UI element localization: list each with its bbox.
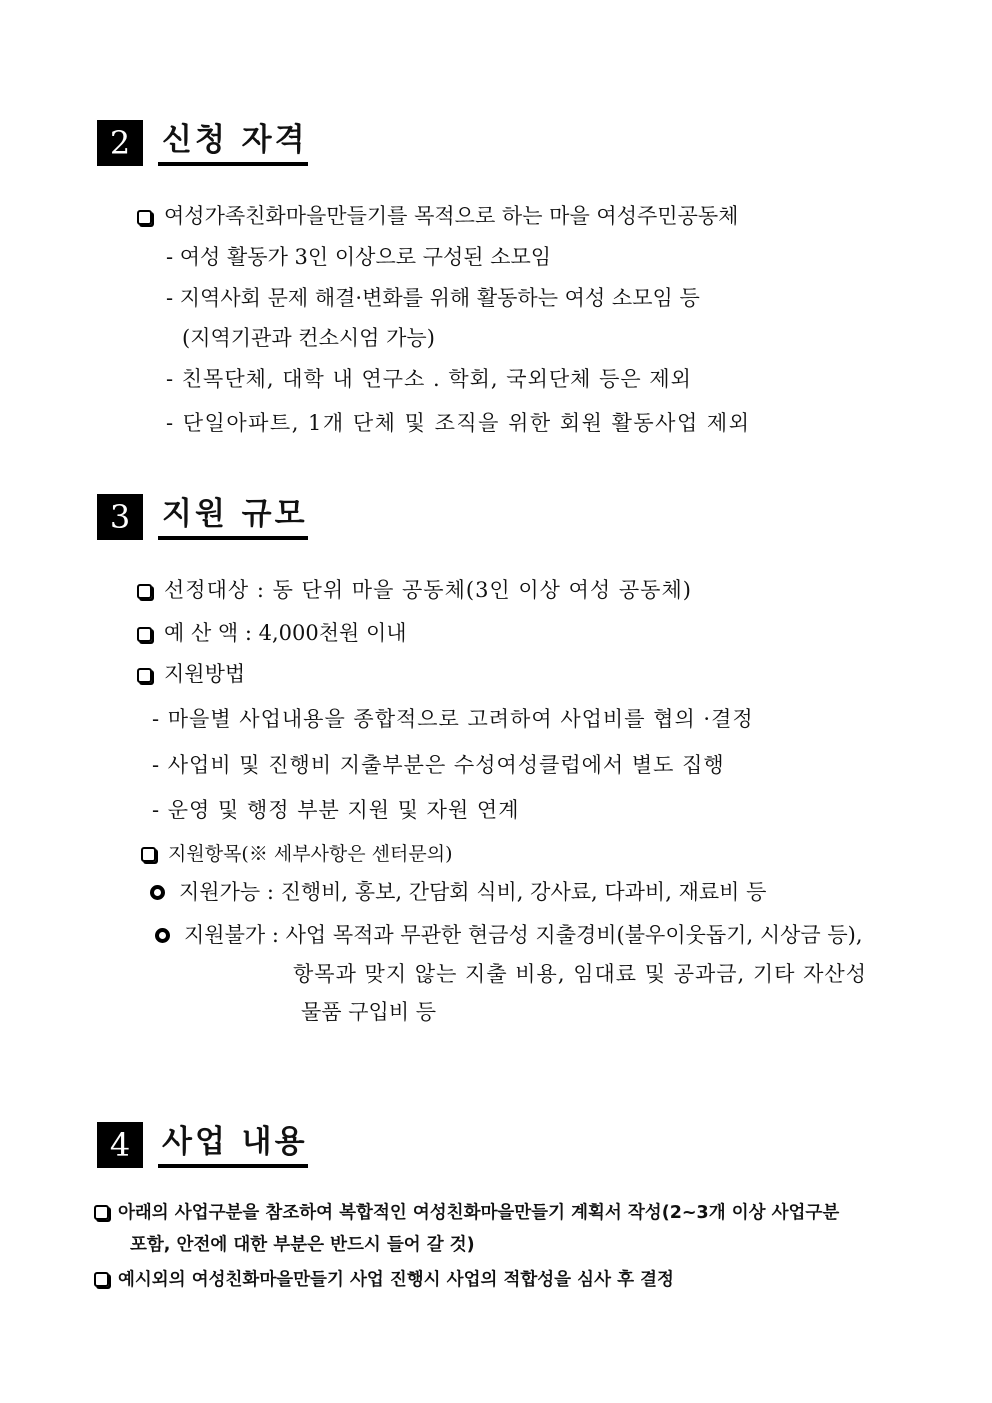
section-title: 신청 자격 <box>158 120 308 166</box>
section-title: 지원 규모 <box>158 494 308 540</box>
list-item: 여성가족친화마을만들기를 목적으로 하는 마을 여성주민공동체 <box>137 201 738 231</box>
list-item: - 여성 활동가 3인 이상으로 구성된 소모임 <box>166 245 552 269</box>
list-item: (지역기관과 컨소시엄 가능) <box>182 326 435 350</box>
checkbox-bullet-icon <box>141 847 156 862</box>
list-item: 지원항목(※ 세부사항은 센터문의) <box>141 839 453 869</box>
list-item: - 단일아파트, 1개 단체 및 조직을 위한 회원 활동사업 제외 <box>166 411 751 435</box>
list-item: 선정대상 : 동 단위 마을 공동체(3인 이상 여성 공동체) <box>137 575 692 605</box>
list-item: 항목과 맞지 않는 지출 비용, 임대료 및 공과금, 기타 자산성 <box>293 962 868 986</box>
list-item: - 사업비 및 진행비 지출부분은 수성여성클럽에서 별도 집행 <box>152 753 725 777</box>
list-item: - 운영 및 행정 부분 지원 및 자원 연계 <box>152 798 520 822</box>
list-item: - 지역사회 문제 해결·변화를 위해 활동하는 여성 소모임 등 <box>166 286 700 310</box>
list-item: 지원불가 : 사업 목적과 무관한 현금성 지출경비(불우이웃돕기, 시상금 등), <box>155 920 863 950</box>
checkbox-bullet-icon <box>137 627 152 642</box>
list-item: 아래의 사업구분을 참조하여 복합적인 여성친화마을만들기 계획서 작성(2~3개 이상 사업구분 <box>94 1198 839 1228</box>
list-item: 지원방법 <box>137 659 245 689</box>
list-item: 포함, 안전에 대한 부분은 반드시 들어 갈 것) <box>130 1235 475 1255</box>
checkbox-bullet-icon <box>137 668 152 683</box>
list-item: - 마을별 사업내용을 종합적으로 고려하여 사업비를 협의 ·결정 <box>152 707 754 731</box>
list-item: 지원가능 : 진행비, 홍보, 간담회 식비, 강사료, 다과비, 재료비 등 <box>150 877 766 907</box>
circle-bullet-icon <box>150 885 165 900</box>
circle-bullet-icon <box>155 928 170 943</box>
section-title: 사업 내용 <box>158 1122 308 1168</box>
list-item: - 친목단체, 대학 내 연구소 . 학회, 국외단체 등은 제외 <box>166 367 692 391</box>
checkbox-bullet-icon <box>137 210 152 225</box>
list-item: 예시외의 여성친화마을만들기 사업 진행시 사업의 적합성을 심사 후 결정 <box>94 1265 674 1295</box>
list-item: 예 산 액 : 4,000천원 이내 <box>137 618 407 648</box>
list-item: 물품 구입비 등 <box>301 1000 437 1024</box>
section-number: 3 <box>97 494 143 540</box>
checkbox-bullet-icon <box>94 1205 109 1220</box>
checkbox-bullet-icon <box>137 584 152 599</box>
checkbox-bullet-icon <box>94 1272 109 1287</box>
section-number: 2 <box>97 120 143 166</box>
section-number: 4 <box>97 1122 143 1168</box>
